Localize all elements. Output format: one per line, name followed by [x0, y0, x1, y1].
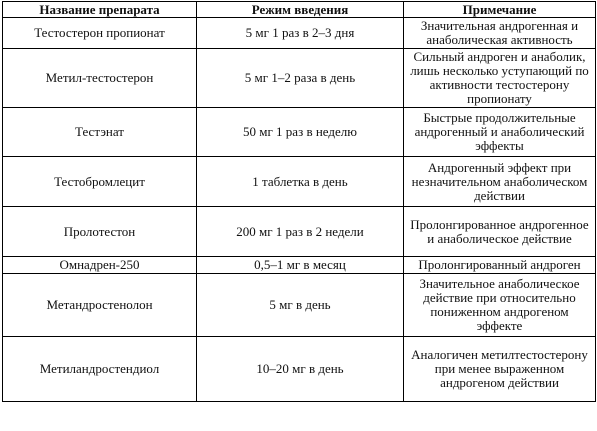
drug-name-cell: Тестэнат — [3, 108, 197, 157]
table-row — [3, 337, 596, 402]
dosage-cell: 1 таблетка в день — [197, 157, 404, 207]
note-cell: Пролонгированное андрогенное и анаболическое действие — [404, 207, 596, 257]
table-header-row — [3, 2, 596, 18]
dosage-cell: 50 мг 1 раз в неделю — [197, 108, 404, 157]
dosage-cell: 5 мг в день — [197, 274, 404, 337]
drug-name-cell: Омнадрен-250 — [3, 257, 197, 274]
drug-table — [2, 1, 596, 402]
table-row — [3, 49, 596, 108]
drug-name-cell: Тестобромлецит — [3, 157, 197, 207]
header-drug-name: Название препарата — [3, 2, 197, 18]
note-cell: Быстрые продолжительные андрогенный и анаболический эффекты — [404, 108, 596, 157]
dosage-cell: 0,5–1 мг в месяц — [197, 257, 404, 274]
drug-name-cell: Метиландростендиол — [3, 337, 197, 402]
dosage-cell: 5 мг 1–2 раза в день — [197, 49, 404, 108]
header-note: Примечание — [404, 2, 596, 18]
table-row — [3, 257, 596, 274]
drug-name-cell: Пролотестон — [3, 207, 197, 257]
note-cell: Пролонгированный андроген — [404, 257, 596, 274]
table-row — [3, 207, 596, 257]
table-row — [3, 108, 596, 157]
note-cell: Значительная андрогенная и анаболическая активность — [404, 18, 596, 49]
note-cell: Аналогичен метилтестостерону при менее выраженном андрогеном действии — [404, 337, 596, 402]
dosage-cell: 10–20 мг в день — [197, 337, 404, 402]
drug-name-cell: Метандростенолон — [3, 274, 197, 337]
note-cell: Значительное анаболическое действие при относительно пониженном андрогеном эффекте — [404, 274, 596, 337]
dosage-cell: 5 мг 1 раз в 2–3 дня — [197, 18, 404, 49]
dosage-cell: 200 мг 1 раз в 2 недели — [197, 207, 404, 257]
note-cell: Андрогенный эффект при незначительном анаболическом действии — [404, 157, 596, 207]
drug-name-cell: Тестостерон пропионат — [3, 18, 197, 49]
table-row — [3, 18, 596, 49]
note-cell: Сильный андроген и анаболик, лишь несколько уступающий по активности тестостерону пропионату — [404, 49, 596, 108]
table-row — [3, 157, 596, 207]
header-dosage-regimen: Режим введения — [197, 2, 404, 18]
drug-name-cell: Метил-тестостерон — [3, 49, 197, 108]
table-row — [3, 274, 596, 337]
